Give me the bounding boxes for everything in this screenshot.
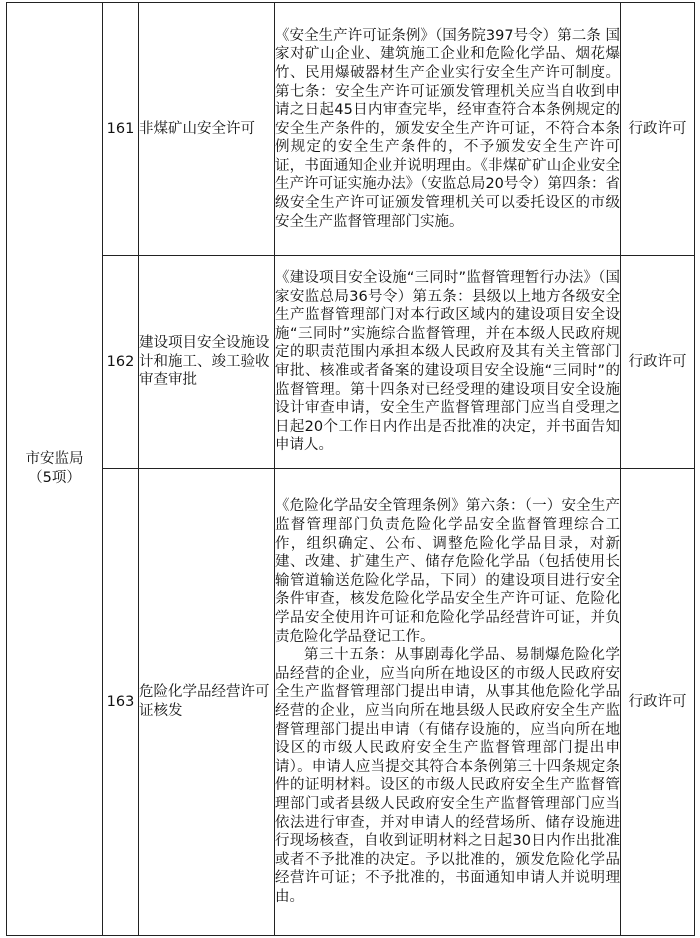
legal-basis xyxy=(275,469,621,936)
item-name: 危险化学品经营许可证核发 xyxy=(139,469,275,936)
item-number: 163 xyxy=(103,469,139,936)
legal-basis-paragraph: 第三十五条：从事剧毒化学品、易制爆危险化学品经营的企业，应当向所在地设区的市级人民政府安全生产监督管理部门提出申请，从事其他危险化学品经营的企业，应当向所在地县级人民政府安全生产监督管理部门提出申请（有储存设施的，应当向所在地设区的市级人民政府安全生产监督管理部门提出申请）。申请人应当提交其符合本条例第三十四条规定条件的证明材料。设区的市级人民政府安全生产监督管理部门或者县级人民政府安全生产监督管理部门应当依法进行审查，并对申请人的经营场所、储存设施进行现场核查，自收到证明材料之日起30日内作出批准或者不予批准的决定。予以批准的，颁发危险化学品经营许可证；不予批准的，书面通知申请人并说明理由。 xyxy=(275,647,620,905)
item-name: 非煤矿山安全许可 xyxy=(139,3,275,256)
item-name: 建设项目安全设施设计和施工、竣工验收审查审批 xyxy=(139,256,275,469)
department-count: （5项） xyxy=(28,470,81,486)
item-number: 161 xyxy=(103,3,139,256)
item-type: 行政许可 xyxy=(621,256,695,469)
item-type: 行政许可 xyxy=(621,3,695,256)
legal-basis-paragraph: 《建设项目安全设施“三同时”监督管理暂行办法》（国家安监总局36号令）第五条：县级以上地方各级安全生产监督管理部门对本行政区域内的建设项目安全设施“三同时”实施综合监督管理，并在本级人民政府规定的职责范围内承担本级人民政府及其有关主管部门审批、核准或者备案的建设项目安全设施“三同时”的监督管理。第十四条对已经受理的建设项目安全设施设计审查申请，安全生产监督管理部门应当自受理之日起20个工作日内作出是否批准的决定，并书面告知申请人。 xyxy=(275,270,620,454)
authority-table xyxy=(6,2,695,936)
item-type: 行政许可 xyxy=(621,469,695,936)
table-row xyxy=(7,3,695,256)
legal-basis xyxy=(275,3,621,256)
legal-basis xyxy=(275,256,621,469)
table-row xyxy=(7,256,695,469)
legal-basis-paragraph: 《安全生产许可证条例》（国务院397号令）第二条 国家对矿山企业、建筑施工企业和危险化学品、烟花爆竹、民用爆破器材生产企业实行安全生产许可制度。第七条：安全生产许可证颁发管理机关应当自收到申请之日起45日内审查完毕，经审查符合本条例规定的安全生产条件的，颁发安全生产许可证，不符合本条例规定的安全生产条件的，不予颁发安全生产许可证，书面通知企业并说明理由。《非煤矿矿山企业安全生产许可证实施办法》（安监总局20号令）第四条：省级安全生产许可证颁发管理机关可以委托设区的市级安全生产监督管理部门实施。 xyxy=(275,27,620,230)
department-cell xyxy=(7,3,103,936)
department-name: 市安监局 xyxy=(25,451,84,468)
item-number: 162 xyxy=(103,256,139,469)
table-row xyxy=(7,469,695,936)
legal-basis-paragraph: 《危险化学品安全管理条例》第六条：（一）安全生产监督管理部门负责危险化学品安全监督管理综合工作，组织确定、公布、调整危险化学品目录，对新建、改建、扩建生产、储存危险化学品（包括使用长输管道输送危险化学品，下同）的建设项目进行安全条件审查，核发危险化学品安全生产许可证、危险化学品安全使用许可证和危险化学品经营许可证，并负责危险化学品登记工作。 xyxy=(275,498,620,645)
